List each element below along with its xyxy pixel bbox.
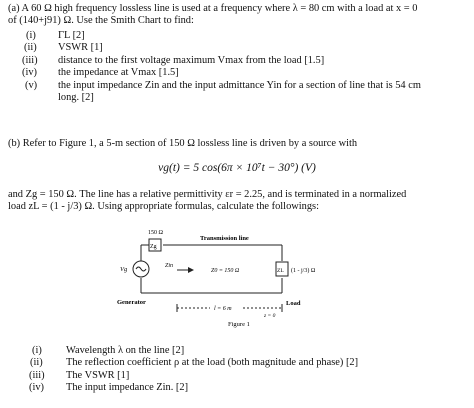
part-b-line2: and Zg = 150 Ω. The line has a relative permittivity εr = 2.25, and is terminated in a normalized: [8, 189, 407, 200]
list-num: (iv): [29, 382, 45, 393]
generator-label: Generator: [117, 299, 146, 306]
list-num: (i): [32, 345, 42, 356]
figure-caption: Figure 1: [228, 321, 250, 328]
circuit-figure: [0, 218, 474, 338]
zl-label: ZL: [277, 268, 284, 274]
load-label: Load: [286, 300, 301, 307]
zin-label: Zin: [165, 263, 174, 269]
list-item: The reflection coefficient ρ at the load (both magnitude and phase) [2]: [66, 357, 359, 368]
equation: vg(t) = 5 cos(6π × 10⁷t − 30°) (V): [158, 162, 316, 174]
tl-title: Transmission line: [200, 235, 249, 242]
list-num: (iii): [29, 370, 45, 381]
vg-label: Vg: [120, 266, 128, 273]
z0-label: Z0 = 150 Ω: [211, 268, 240, 274]
zg-value-label: 150 Ω: [148, 230, 163, 236]
list-num: (i): [26, 30, 36, 41]
list-item: The VSWR [1]: [66, 370, 130, 381]
list-num: (v): [25, 80, 38, 91]
list-item: the impedance at Vmax [1.5]: [58, 67, 179, 78]
list-item: Wavelength λ on the line [2]: [66, 345, 185, 356]
list-num: (ii): [30, 357, 43, 368]
zg-label: Zg: [150, 244, 157, 250]
list-num: (iv): [22, 67, 38, 78]
z0-position-label: z = 0: [264, 313, 276, 319]
list-item: distance to the first voltage maximum Vmax from the load [1.5]: [58, 55, 325, 66]
part-b-line3: load zL = (1 - j/3) Ω. Using appropriate formulas, calculate the followings:: [8, 201, 319, 212]
list-item-cont: long. [2]: [58, 92, 94, 103]
list-num: (ii): [24, 42, 37, 53]
list-item: ΓL [2]: [58, 30, 85, 41]
list-item: The input impedance Zin. [2]: [66, 382, 189, 393]
part-b-line1: (b) Refer to Figure 1, a 5-m section of 150 Ω lossless line is driven by a source with: [8, 138, 358, 149]
list-num: (iii): [22, 55, 38, 66]
list-item: the input impedance Zin and the input admittance Yin for a section of line that is 54 cm: [58, 80, 421, 91]
list-item: VSWR [1]: [58, 42, 103, 53]
length-label: l = 6 m: [214, 306, 232, 312]
part-a-line2: of (140+j91) Ω. Use the Smith Chart to find:: [8, 15, 194, 26]
zl-value: (1 - j/3) Ω: [291, 268, 316, 274]
part-a-line1: (a) A 60 Ω high frequency lossless line is used at a frequency where λ = 80 cm with a load at x = 0: [8, 3, 418, 14]
